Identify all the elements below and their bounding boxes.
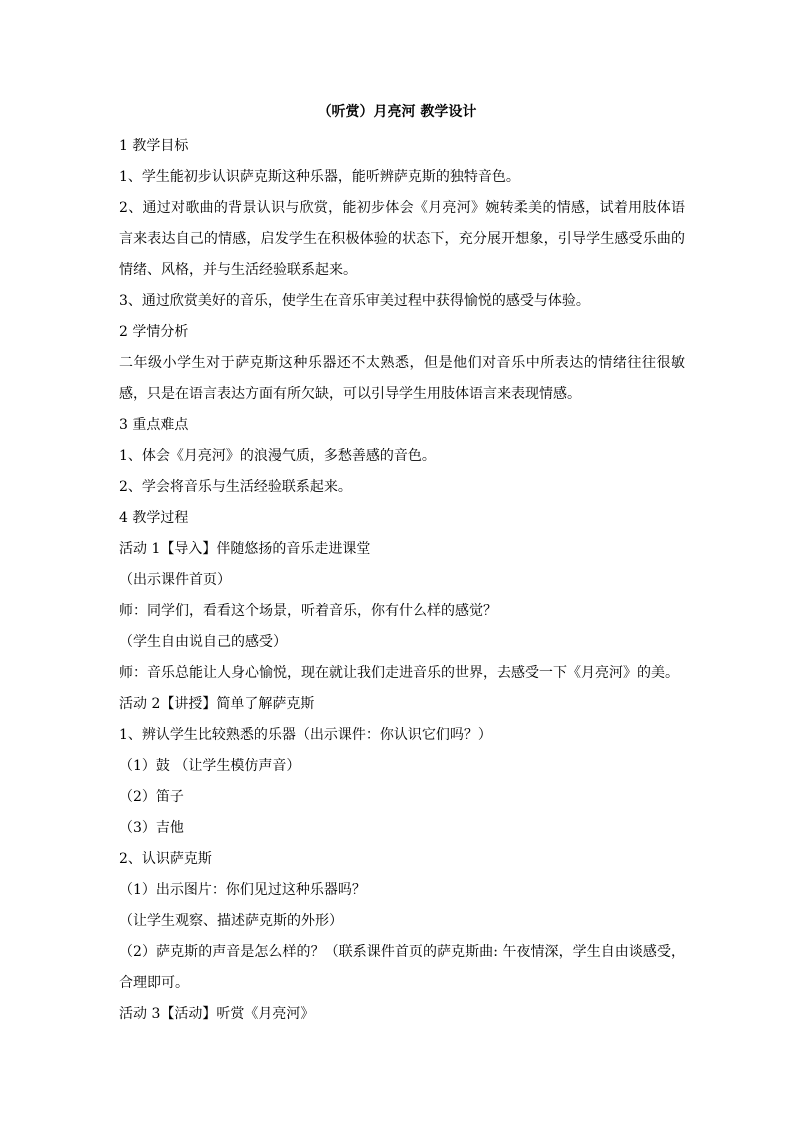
document-body xyxy=(119,131,685,1030)
list-item: （2）萨克斯的声音是怎么样的？（联系课件首页的萨克斯曲: 午夜情深，学生自由谈感受，合理即可。 xyxy=(119,944,685,991)
paragraph: 二年级小学生对于萨克斯这种乐器还不太熟悉，但是他们对音乐中所表达的情绪往往很敏感，只是在语言表达方面有所欠缺，可以引导学生用肢体语言来表现情感。 xyxy=(119,355,685,402)
activity-heading: 活动 1【导入】伴随悠扬的音乐走进课堂 xyxy=(119,541,371,557)
section-heading-analysis: 2 学情分析 xyxy=(119,324,189,340)
paragraph: 3、通过欣赏美好的音乐，使学生在音乐审美过程中获得愉悦的感受与体验。 xyxy=(119,293,590,309)
paragraph: 2、学会将音乐与生活经验联系起来。 xyxy=(119,479,352,495)
section-heading-objectives: 1 教学目标 xyxy=(119,138,189,154)
paragraph: 1、辨认学生比较熟悉的乐器（出示课件：你认识它们吗？） xyxy=(119,727,492,743)
document-title: （听赏）月亮河 教学设计 xyxy=(317,104,477,120)
paragraph: （学生自由说自己的感受） xyxy=(119,634,287,650)
paragraph: （让学生观察、描述萨克斯的外形） xyxy=(119,913,343,929)
list-item: （3）吉他 xyxy=(119,820,184,836)
section-heading-process: 4 教学过程 xyxy=(119,510,189,526)
paragraph: 2、认识萨克斯 xyxy=(119,851,212,867)
paragraph: 1、体会《月亮河》的浪漫气质，多愁善感的音色。 xyxy=(119,448,436,464)
activity-heading: 活动 2【讲授】简单了解萨克斯 xyxy=(119,696,315,712)
paragraph: 1、学生能初步认识萨克斯这种乐器，能听辨萨克斯的独特音色。 xyxy=(119,169,520,185)
list-item: （1）鼓 （让学生模仿声音） xyxy=(119,758,301,774)
activity-heading: 活动 3【活动】听赏《月亮河》 xyxy=(119,1006,315,1022)
paragraph: 2、通过对歌曲的背景认识与欣赏，能初步体会《月亮河》婉转柔美的情感，试着用肢体语言来表达自己的情感，启发学生在积极体验的状态下，充分展开想象，引导学生感受乐曲的情绪、风格，并与生活经验联系起来。 xyxy=(119,200,685,278)
paragraph: 师：音乐总能让人身心愉悦，现在就让我们走进音乐的世界，去感受一下《月亮河》的美。 xyxy=(119,665,679,681)
paragraph: （出示课件首页） xyxy=(119,572,231,588)
section-heading-key-points: 3 重点难点 xyxy=(119,417,189,433)
list-item: （1）出示图片：你们见过这种乐器吗？ xyxy=(119,882,366,898)
paragraph: 师：同学们，看看这个场景，听着音乐，你有什么样的感觉？ xyxy=(119,603,497,619)
list-item: （2）笛子 xyxy=(119,789,184,805)
